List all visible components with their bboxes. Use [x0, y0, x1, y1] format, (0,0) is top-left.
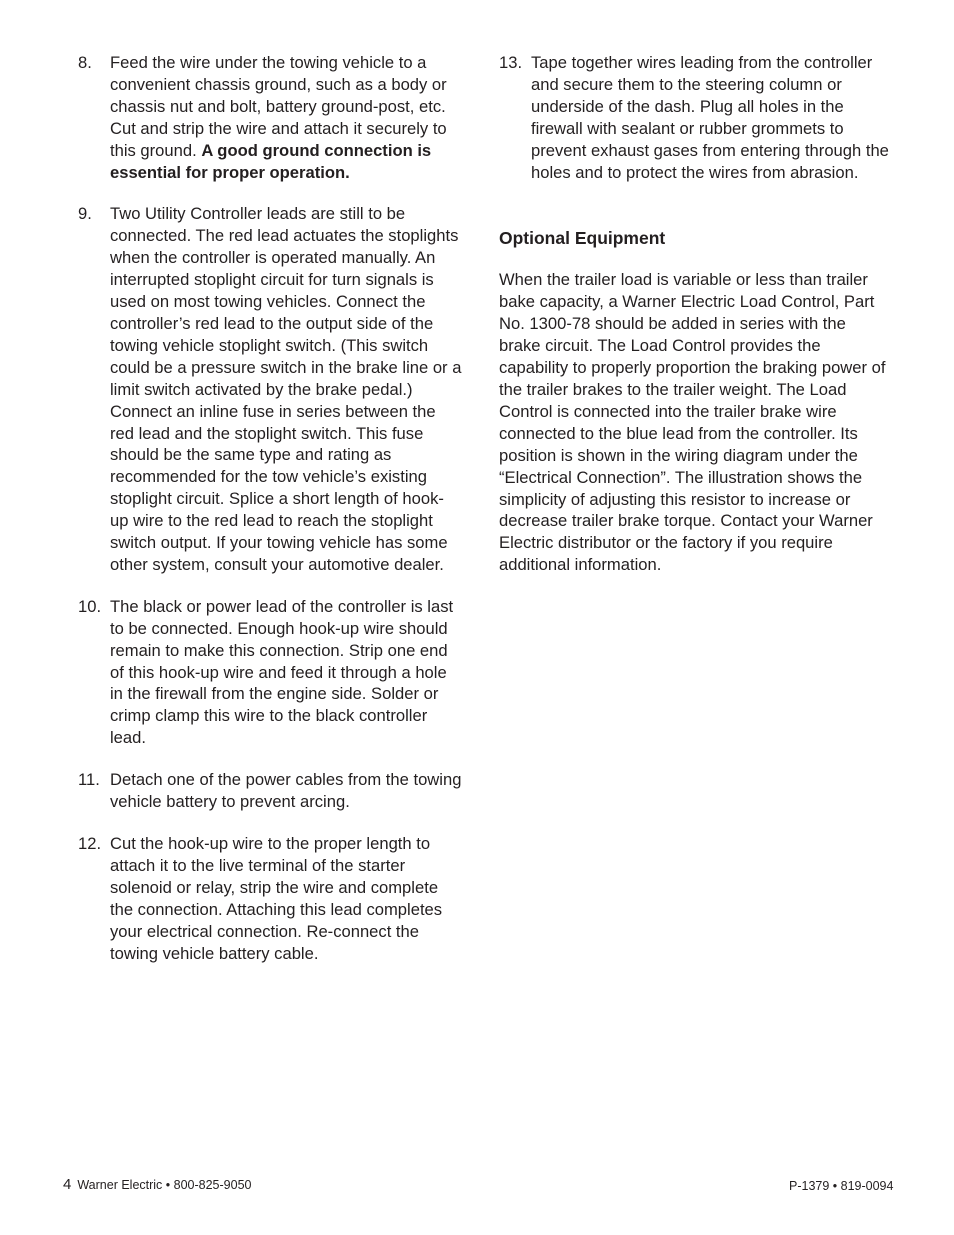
step-number: 11.	[78, 770, 100, 790]
step-body: Feed the wire under the towing vehicle to a convenient chassis ground, such as a body or chassis nut and bolt, battery ground-post, etc. Cut and strip the wire and attach it securely to this ground.	[110, 53, 447, 160]
step-13	[499, 52, 889, 183]
step-11	[78, 769, 462, 813]
step-number: 13.	[499, 53, 523, 72]
step-text: Detach one of the power cables from the towing vehicle battery to prevent arcing.	[110, 770, 462, 812]
step-text: Tape together wires leading from the controller and secure them to the steering column or underside of the dash. Plug all holes in the firewall with sealant or rubber grommets to prevent exhaust gases from entering through the holes and to protect the wires from abrasion.	[531, 53, 889, 182]
step-text: Two Utility Controller leads are still to be connected. The red lead actuates the stoplights when the controller is operated manually. An interrupted stoplight circuit for turn signals is used on most towing vehicles. Connect the controller’s red lead to the output side of the towing vehicle stoplight switch. (This switch could be a pressure switch in the brake line or a limit switch activated by the brake pedal.) Connect an inline fuse in series between the red lead and the stoplight switch. This fuse should be the same type and rating as recommended for the tow vehicle’s existing stoplight circuit. Splice a short length of hook-up wire to the red lead to reach the stoplight switch output. If your towing vehicle has some other system, consult your automotive dealer.	[110, 204, 462, 574]
step-12	[78, 833, 462, 964]
optional-equipment-paragraph: When the trailer load is variable or less than trailer bake capacity, a Warner Electric Load Control, Part No. 1300-78 should be added in series with the brake circuit. The Load Control provides the capability to properly proportion the braking power of the trailer brakes to the trailer weight. The Load Control is connected into the trailer brake wire connected to the blue lead from the controller. Its position is shown in the wiring diagram under the “Electrical Connection”. The illustration shows the simplicity of adjusting this resistor to increase or decrease trailer brake torque. Contact your Warner Electric distributor or the factory if you require additional information.	[499, 270, 886, 575]
step-bold-note: A good ground connection is essential for proper operation.	[110, 140, 432, 182]
footer-doc-number: P-1379 • 819-0094	[789, 1179, 894, 1193]
step-text: Cut the hook-up wire to the proper length to attach it to the live terminal of the starter solenoid or relay, strip the wire and complete the connection. Attaching this lead completes your electrical connection. Re-connect the towing vehicle battery cable.	[110, 834, 443, 963]
footer-left	[63, 1177, 251, 1193]
step-number: 9.	[78, 204, 92, 224]
page-number: 4	[63, 1176, 72, 1193]
step-number: 8.	[78, 53, 92, 72]
step-text	[110, 52, 462, 183]
step-10	[78, 596, 462, 749]
footer-company: Warner Electric • 800-825-9050	[77, 1178, 252, 1192]
optional-equipment-heading: Optional Equipment	[499, 228, 666, 249]
step-8	[78, 52, 462, 183]
right-column	[499, 52, 889, 576]
left-column	[78, 52, 462, 984]
step-text: The black or power lead of the controller is last to be connected. Enough hook-up wire should remain to make this connection. Strip one end of this hook-up wire and feed it through a hole in the firewall from the engine side. Solder or crimp clamp this wire to the black controller lead.	[110, 596, 454, 748]
step-9	[78, 203, 462, 575]
step-number: 10.	[78, 596, 102, 616]
step-number: 12.	[78, 834, 102, 853]
